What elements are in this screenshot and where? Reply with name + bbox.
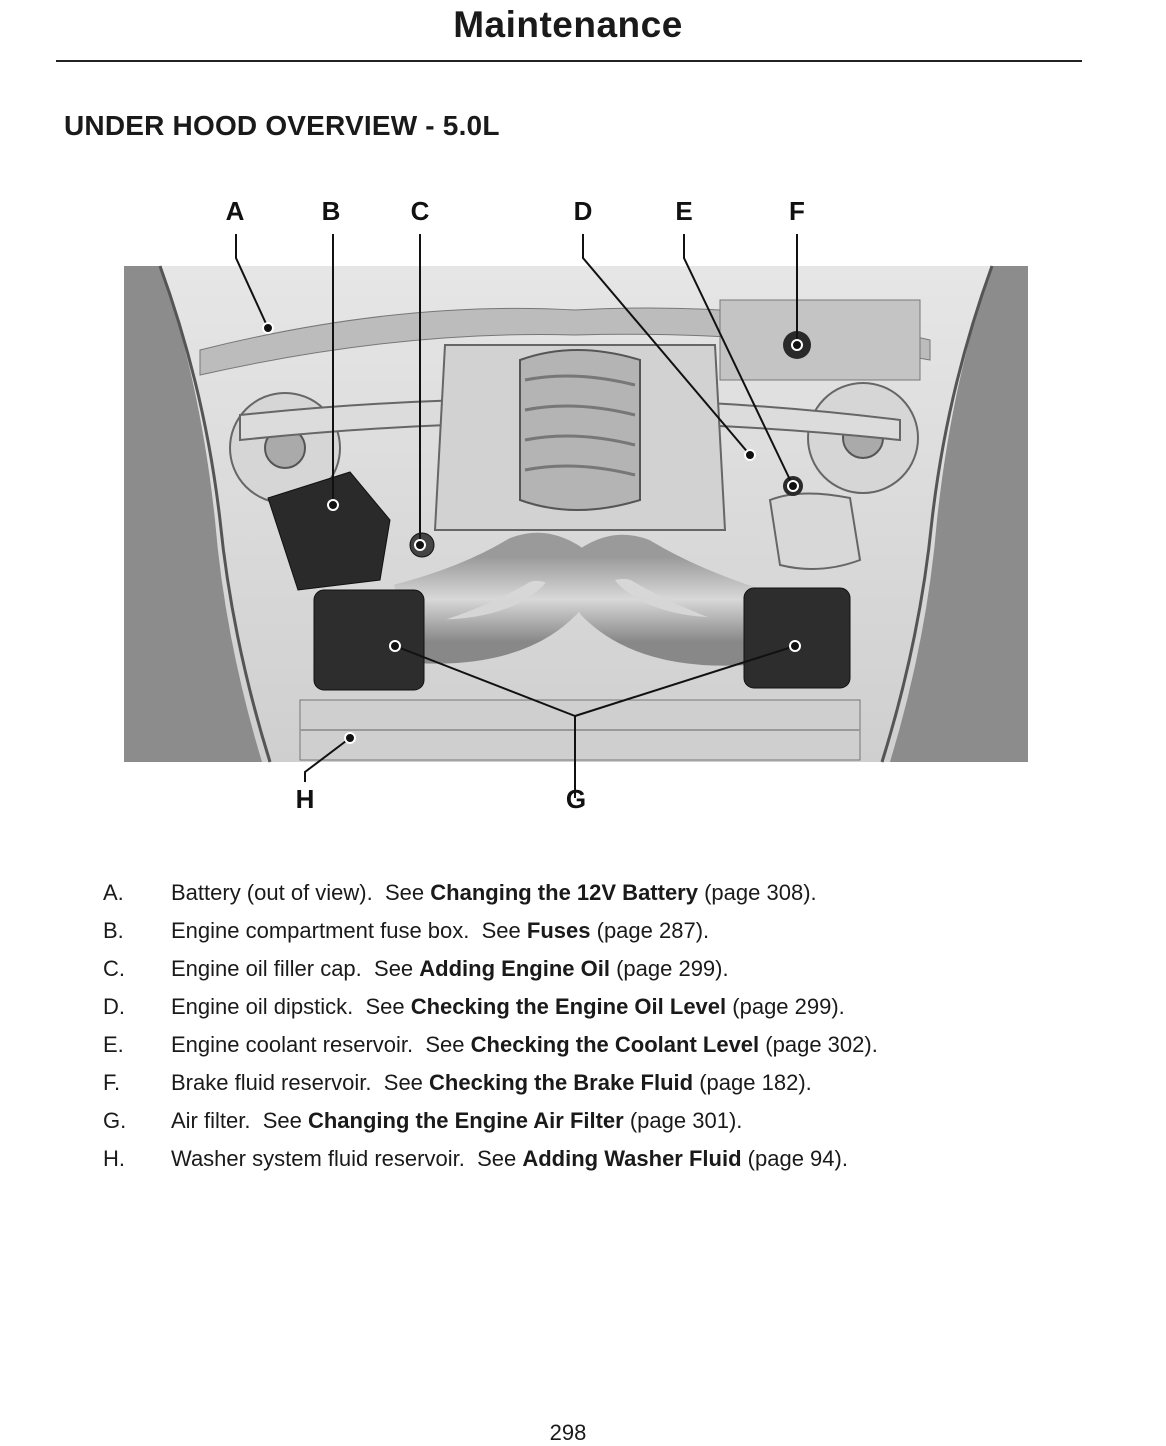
legend-text (171, 1026, 878, 1064)
callout-b: B (321, 196, 341, 226)
legend-page: (page 299). (732, 994, 845, 1019)
legend-ref[interactable]: Adding Engine Oil (419, 956, 610, 981)
legend-item-d (100, 988, 1100, 1026)
callout-a: A (225, 196, 245, 226)
legend-page: (page 182). (699, 1070, 812, 1095)
legend-letter: D. (103, 994, 125, 1019)
legend-see: See (262, 1108, 302, 1133)
callout-h: H (295, 784, 315, 814)
page-header-title: Maintenance (453, 4, 683, 45)
legend-see: See (481, 918, 521, 943)
callout-f: F (789, 196, 805, 226)
legend-letter: C. (103, 956, 125, 981)
legend-letter: E. (103, 1032, 124, 1057)
legend-text (171, 950, 729, 988)
legend-text (171, 1064, 812, 1102)
legend-text (171, 1102, 742, 1140)
legend-desc: Battery (out of view). (171, 880, 373, 905)
legend-ref[interactable]: Adding Washer Fluid (522, 1146, 742, 1171)
legend-text (171, 988, 845, 1026)
legend-ref[interactable]: Changing the 12V Battery (430, 880, 698, 905)
legend-item-g (100, 1102, 1100, 1140)
legend-page: (page 299). (616, 956, 729, 981)
engine-bay-illustration (124, 266, 1028, 762)
legend-page: (page 308). (704, 880, 817, 905)
legend-letter: B. (103, 918, 124, 943)
legend-item-e (100, 1026, 1100, 1064)
legend-letter: A. (103, 880, 124, 905)
legend-see: See (384, 880, 425, 905)
callout-e: E (675, 196, 693, 226)
legend-desc: Brake fluid reservoir. (171, 1070, 372, 1095)
callout-d: D (573, 196, 593, 226)
legend-text (171, 912, 709, 950)
legend-ref[interactable]: Fuses (526, 918, 591, 943)
legend-letter: G. (103, 1108, 127, 1133)
page-number: 298 (549, 1420, 587, 1445)
legend-page: (page 302). (765, 1032, 878, 1057)
legend-text (171, 1140, 848, 1178)
legend-desc: Washer system fluid reservoir. (171, 1146, 465, 1171)
legend-page: (page 287). (596, 918, 710, 943)
section-title: UNDER HOOD OVERVIEW - 5.0L (64, 110, 500, 141)
legend-list (100, 874, 1100, 1178)
legend-item-h (100, 1140, 1100, 1178)
legend-ref[interactable]: Checking the Engine Oil Level (410, 994, 727, 1019)
legend-ref[interactable]: Checking the Brake Fluid (429, 1070, 694, 1095)
callout-c: C (410, 196, 430, 226)
legend-desc: Air filter. (171, 1108, 251, 1133)
legend-see: See (425, 1032, 465, 1057)
legend-desc: Engine compartment fuse box. (171, 918, 470, 943)
legend-desc: Engine oil dipstick. (171, 994, 354, 1019)
legend-letter: H. (103, 1146, 125, 1171)
legend-desc: Engine coolant reservoir. (171, 1032, 414, 1057)
legend-see: See (374, 956, 414, 981)
legend-letter: F. (103, 1070, 121, 1095)
legend-item-a (100, 874, 1100, 912)
legend-desc: Engine oil filler cap. (171, 956, 362, 981)
legend-see: See (365, 994, 405, 1019)
legend-page: (page 94). (747, 1146, 848, 1171)
legend-item-f (100, 1064, 1100, 1102)
callout-g: G (565, 784, 587, 814)
legend-text (171, 874, 817, 912)
legend-ref[interactable]: Changing the Engine Air Filter (307, 1108, 624, 1133)
legend-ref[interactable]: Checking the Coolant Level (470, 1032, 760, 1057)
legend-item-b (100, 912, 1100, 950)
legend-page: (page 301). (629, 1108, 743, 1133)
legend-see: See (477, 1146, 517, 1171)
legend-item-c (100, 950, 1100, 988)
legend-see: See (383, 1070, 423, 1095)
